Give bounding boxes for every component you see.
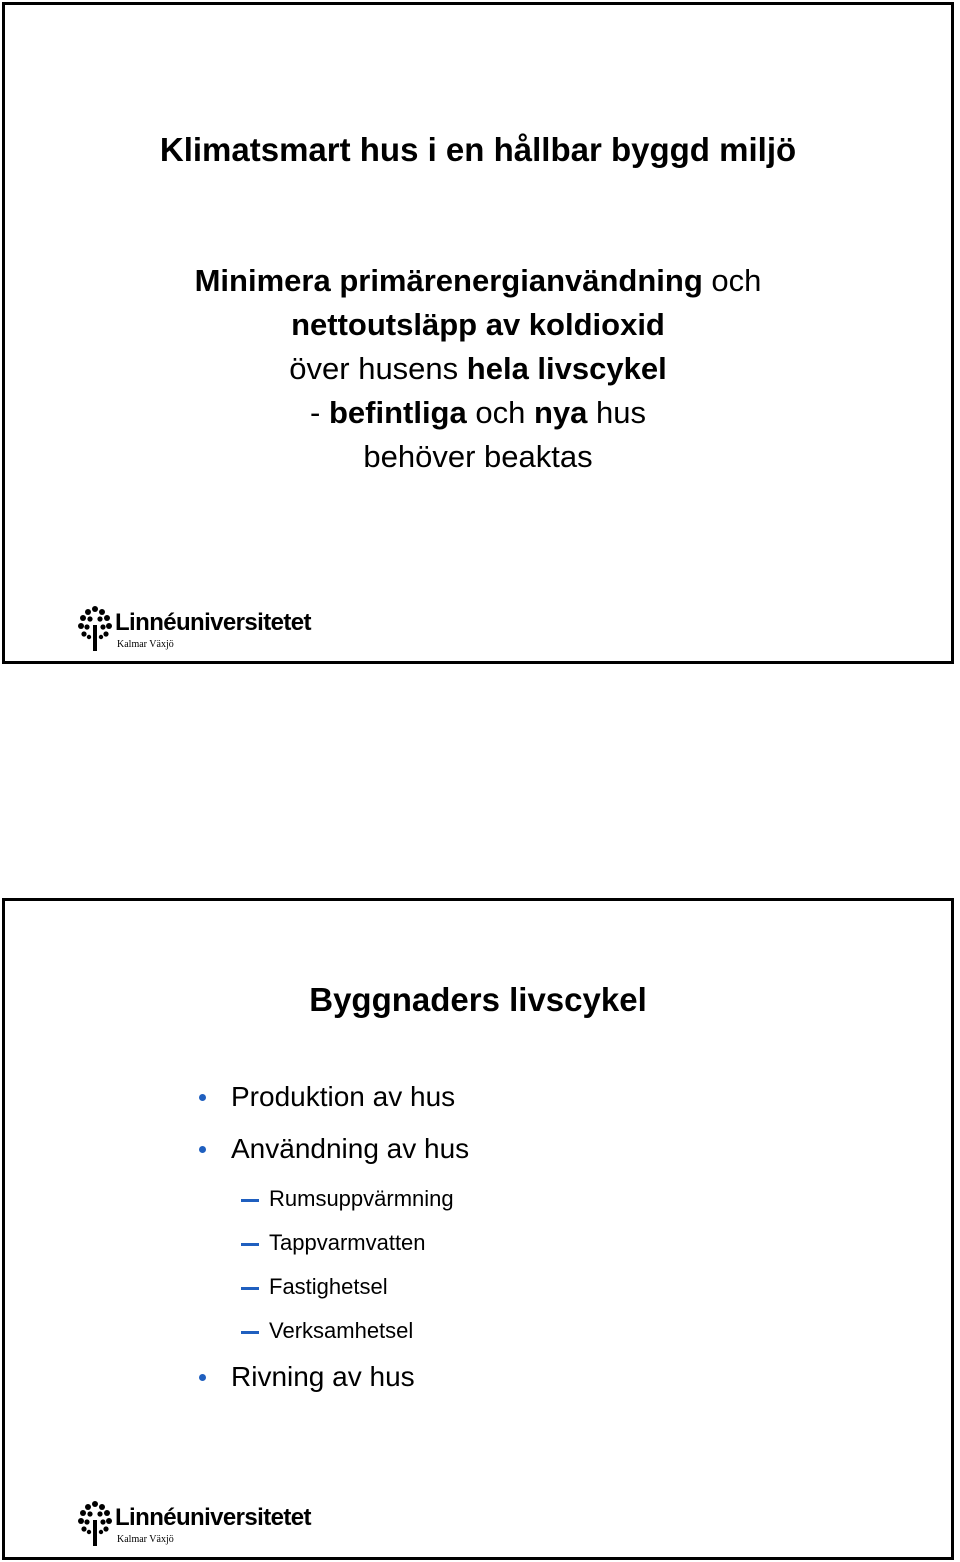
bullet-item [195,1183,469,1227]
statement-run: över husens [289,351,467,386]
bullet-item [195,1271,469,1315]
university-logo [77,1500,327,1550]
statement-run: nya [533,395,588,430]
bullet-text: Tappvarmvatten [269,1230,426,1255]
statement-run: och [702,263,762,298]
bullet-dash-icon [241,1243,259,1246]
statement-run: och [466,395,534,430]
logo-wordmark: Linnéuniversitetet [115,609,311,636]
bullet-dot-icon [199,1094,206,1101]
bullet-dot-icon [199,1146,206,1153]
statement-line [5,303,951,347]
slide-title: Byggnaders livscykel [309,981,647,1018]
bullet-dash-icon [241,1287,259,1290]
bullet-text: Rumsuppvärmning [269,1186,454,1211]
bullet-text: Rivning av hus [231,1361,415,1392]
statement-line [5,259,951,303]
bullet-text: Fastighetsel [269,1274,388,1299]
statement-run: nettoutsläpp av koldioxid [291,307,665,342]
statement-run: hus [587,395,646,430]
slide-2 [2,898,954,1560]
logo-wordmark: Linnéuniversitetet [115,1504,311,1531]
bullet-item [195,1079,469,1131]
bullet-item [195,1227,469,1271]
bullet-list [195,1079,469,1411]
bullet-text: Produktion av hus [231,1081,456,1112]
bullet-item [195,1315,469,1359]
statement-line [5,391,951,435]
statement-run: hela livscykel [466,351,667,386]
bullet-item [195,1131,469,1183]
bullet-item [195,1359,469,1411]
statement-line [5,347,951,391]
slide-1 [2,2,954,664]
statement-run: befintliga [328,395,467,430]
bullet-dash-icon [241,1199,259,1202]
tree-logo-icon [77,1500,113,1546]
statement-text [5,259,951,479]
bullet-dash-icon [241,1331,259,1334]
logo-subtitle: Kalmar Växjö [117,639,174,650]
statement-run: - [310,395,329,430]
statement-line [5,435,951,479]
statement-run: Minimera primärenergianvändning [194,263,703,298]
slide-title: Klimatsmart hus i en hållbar byggd miljö [159,131,797,168]
university-logo [77,605,327,655]
bullet-dot-icon [199,1374,206,1381]
tree-logo-icon [77,605,113,651]
bullet-text: Verksamhetsel [269,1318,414,1343]
logo-subtitle: Kalmar Växjö [117,1534,174,1545]
bullet-text: Användning av hus [231,1133,470,1164]
statement-run: behöver beaktas [363,439,593,474]
